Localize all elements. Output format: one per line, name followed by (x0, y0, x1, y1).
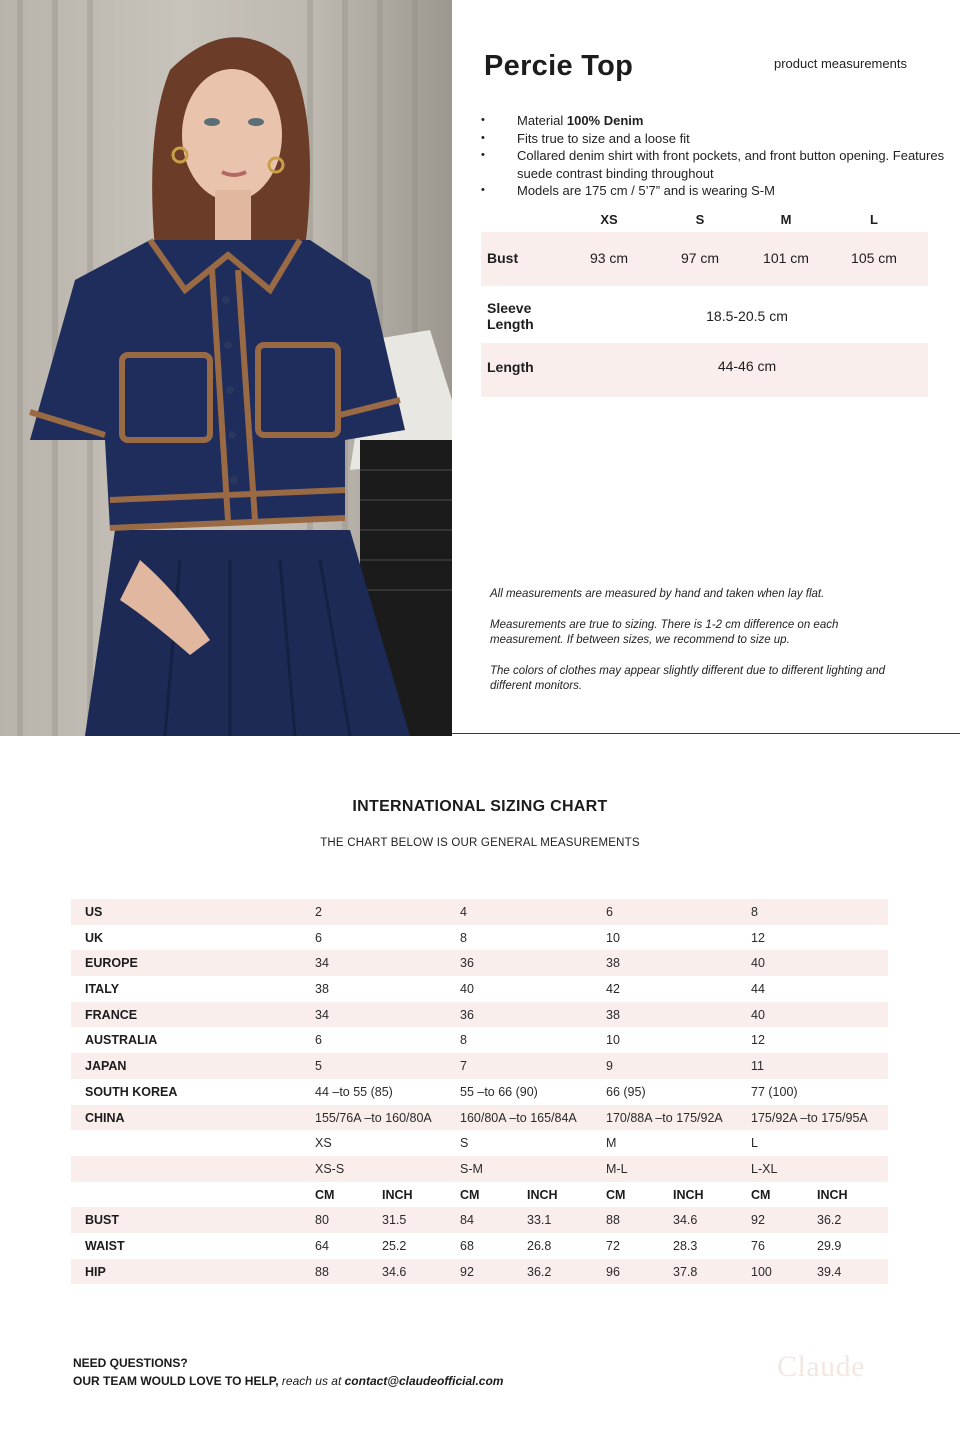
note: Measurements are true to sizing. There is 1-2 cm difference on each measurement. If between sizes, we recommend to size up. (490, 618, 839, 646)
bust-value: 101 cm (763, 250, 809, 266)
sizing-row (71, 925, 888, 951)
product-details-list (481, 112, 951, 200)
row-label: Length (487, 359, 534, 375)
detail-fit: • Fits true to size and a loose fit (481, 130, 951, 148)
sizing-cell: 4 (460, 905, 467, 919)
sizing-cell: 84 (460, 1213, 474, 1228)
sizing-row-label: CHINA (85, 1110, 125, 1125)
sizing-row (71, 899, 888, 925)
sizing-cell: 40 (751, 1007, 765, 1022)
sizing-cell: 55 –to 66 (90) (460, 1084, 538, 1099)
bust-value: 93 cm (589, 250, 629, 266)
bust-value: 97 cm (680, 250, 720, 266)
unit-header: INCH (527, 1187, 558, 1202)
sizing-cell: 36 (460, 1007, 474, 1022)
sizing-cell: 175/92A –to 175/95A (751, 1110, 868, 1125)
sizing-cell: 40 (751, 956, 765, 971)
sizing-row (71, 1233, 888, 1259)
international-sizing-table (71, 899, 888, 1284)
sizing-cell: 92 (751, 1213, 765, 1228)
note: The colors of clothes may appear slightly different due to different lighting and different monitors. (490, 664, 886, 692)
sizing-cell: 33.1 (527, 1213, 552, 1228)
sizing-cell: 42 (606, 982, 620, 997)
sizing-cell: 88 (606, 1213, 620, 1228)
sizing-cell: 64 (315, 1238, 329, 1253)
sizing-cell: 5 (315, 1059, 322, 1074)
sizing-cell: 26.8 (527, 1238, 552, 1253)
sizing-cell: 68 (460, 1238, 474, 1253)
help-text: OUR TEAM WOULD LOVE TO HELP, (73, 1374, 279, 1388)
detail-model: • Models are 175 cm / 5’7” and is wearing S-M (481, 182, 951, 200)
sizing-cell: M (606, 1136, 617, 1151)
sizing-cell: 76 (751, 1238, 765, 1253)
measurement-notes (490, 587, 910, 710)
sizing-cell: 80 (315, 1213, 329, 1228)
contact-email-link[interactable]: contact@claudeofficial.com (344, 1374, 504, 1388)
units-row (71, 1182, 888, 1208)
sizing-row (71, 1130, 888, 1156)
unit-header: INCH (673, 1187, 704, 1202)
sizing-row (71, 1053, 888, 1079)
help-footer (73, 1354, 503, 1390)
sizing-cell: 2 (315, 905, 322, 919)
row-label: Bust (487, 250, 519, 266)
sizing-row (71, 1156, 888, 1182)
sizing-cell: 39.4 (817, 1264, 842, 1279)
size-header: XS (600, 212, 618, 227)
sizing-cell: 9 (606, 1059, 613, 1074)
size-header: S (695, 212, 705, 227)
sizing-cell: 8 (460, 930, 467, 945)
sizing-cell: 6 (315, 1033, 322, 1048)
sizing-cell: 66 (95) (606, 1084, 646, 1099)
sizing-row-label: UK (85, 930, 104, 945)
length-row (481, 343, 928, 397)
sizing-cell: 92 (460, 1264, 474, 1279)
sizing-cell: 12 (751, 930, 765, 945)
sizing-cell: S-M (460, 1161, 483, 1176)
product-photo (0, 0, 452, 736)
detail-description: • Collared denim shirt with front pockets, and front button opening. Features suede contrast binding throughout (481, 147, 951, 182)
product-measurements-table (481, 206, 928, 397)
sizing-cell: 44 –to 55 (85) (315, 1084, 393, 1099)
sizing-cell: 72 (606, 1238, 620, 1253)
sizing-cell: 10 (606, 930, 620, 945)
sizing-cell: 40 (460, 982, 474, 997)
row-label: Sleeve Length (487, 300, 534, 332)
unit-header: CM (751, 1187, 771, 1202)
sizing-cell: 34 (315, 1007, 329, 1022)
sleeve-row (481, 286, 928, 343)
bust-value: 105 cm (851, 250, 897, 266)
sizing-cell: 38 (606, 1007, 620, 1022)
sizing-cell: 155/76A –to 160/80A (315, 1110, 432, 1125)
sizing-cell: 44 (751, 982, 765, 997)
sizing-cell: 12 (751, 1033, 765, 1048)
sizing-cell: 36.2 (527, 1264, 552, 1279)
sizing-row-label: BUST (85, 1213, 120, 1228)
sizing-cell: L-XL (751, 1161, 778, 1176)
international-chart-title: INTERNATIONAL SIZING CHART (352, 798, 608, 815)
note: All measurements are measured by hand and taken when lay flat. (490, 588, 825, 600)
sizing-row (71, 1207, 888, 1233)
unit-header: CM (460, 1187, 480, 1202)
sizing-row-label: SOUTH KOREA (85, 1084, 178, 1099)
sizing-cell: 34.6 (673, 1213, 698, 1228)
unit-header: INCH (817, 1187, 848, 1202)
sizing-row-label: ITALY (85, 982, 120, 997)
international-chart-subtitle: THE CHART BELOW IS OUR GENERAL MEASUREMENTS (320, 837, 640, 849)
sizing-cell: 170/88A –to 175/92A (606, 1110, 723, 1125)
sizing-cell: XS-S (315, 1161, 345, 1176)
sizing-cell: 36 (460, 956, 474, 971)
sizing-row (71, 1027, 888, 1053)
sizing-cell: 29.9 (817, 1238, 842, 1253)
model-illustration (0, 0, 452, 736)
size-header: L (870, 212, 878, 227)
sizing-cell: 37.8 (673, 1264, 698, 1279)
sizing-cell: XS (315, 1136, 332, 1151)
sizing-cell: 34 (315, 956, 329, 971)
sizing-cell: 7 (460, 1059, 467, 1074)
sizing-cell: 10 (606, 1033, 620, 1048)
sizing-row (71, 1105, 888, 1131)
detail-material: • Material 100% Denim (481, 112, 951, 130)
sizing-cell: 25.2 (382, 1238, 407, 1253)
sizing-row (71, 1259, 888, 1285)
sizing-cell: 28.3 (673, 1238, 698, 1253)
unit-header: INCH (382, 1187, 413, 1202)
sizing-row-label: US (85, 905, 103, 919)
sleeve-value: 18.5-20.5 cm (706, 308, 788, 324)
sizing-cell: S (460, 1136, 469, 1151)
sizing-cell: M-L (606, 1161, 628, 1176)
sizing-cell: 11 (751, 1059, 764, 1074)
sizing-cell: 160/80A –to 165/84A (460, 1110, 577, 1125)
size-header-row (481, 206, 928, 232)
sizing-cell: 38 (315, 982, 329, 997)
sizing-row-label: FRANCE (85, 1007, 138, 1022)
product-title: Percie Top (484, 50, 634, 82)
sizing-row (71, 976, 888, 1002)
sizing-row-label: EUROPE (85, 956, 138, 971)
sizing-cell: L (751, 1136, 758, 1151)
sizing-row-label: JAPAN (85, 1059, 127, 1074)
sizing-cell: 38 (606, 956, 620, 971)
sizing-cell: 36.2 (817, 1213, 842, 1228)
product-measurements-link[interactable]: product measurements (774, 56, 907, 71)
length-value: 44-46 cm (717, 358, 777, 374)
sizing-cell: 31.5 (382, 1213, 407, 1228)
sizing-cell: 96 (606, 1264, 620, 1279)
sizing-cell: 34.6 (382, 1264, 407, 1279)
sizing-row (71, 950, 888, 976)
reach-text: reach us at (278, 1374, 345, 1388)
sizing-row-label: AUSTRALIA (85, 1033, 158, 1048)
sizing-cell: 8 (460, 1033, 467, 1048)
brand-logo: Claude (777, 1350, 865, 1383)
sizing-row-label: HIP (85, 1264, 106, 1279)
section-divider (452, 733, 960, 734)
sizing-cell: 88 (315, 1264, 329, 1279)
sizing-cell: 100 (751, 1264, 772, 1279)
help-line (73, 1372, 503, 1390)
bust-row (481, 232, 928, 286)
sizing-cell: 77 (100) (751, 1084, 798, 1099)
sizing-row (71, 1079, 888, 1105)
sizing-row-label: WAIST (85, 1238, 125, 1253)
unit-header: CM (315, 1187, 335, 1202)
sizing-cell: 6 (315, 930, 322, 945)
questions-heading: NEED QUESTIONS? (73, 1356, 188, 1370)
unit-header: CM (606, 1187, 626, 1202)
sizing-row (71, 1002, 888, 1028)
sizing-cell: 8 (751, 905, 758, 919)
sizing-cell: 6 (606, 905, 613, 919)
size-header: M (780, 212, 792, 227)
